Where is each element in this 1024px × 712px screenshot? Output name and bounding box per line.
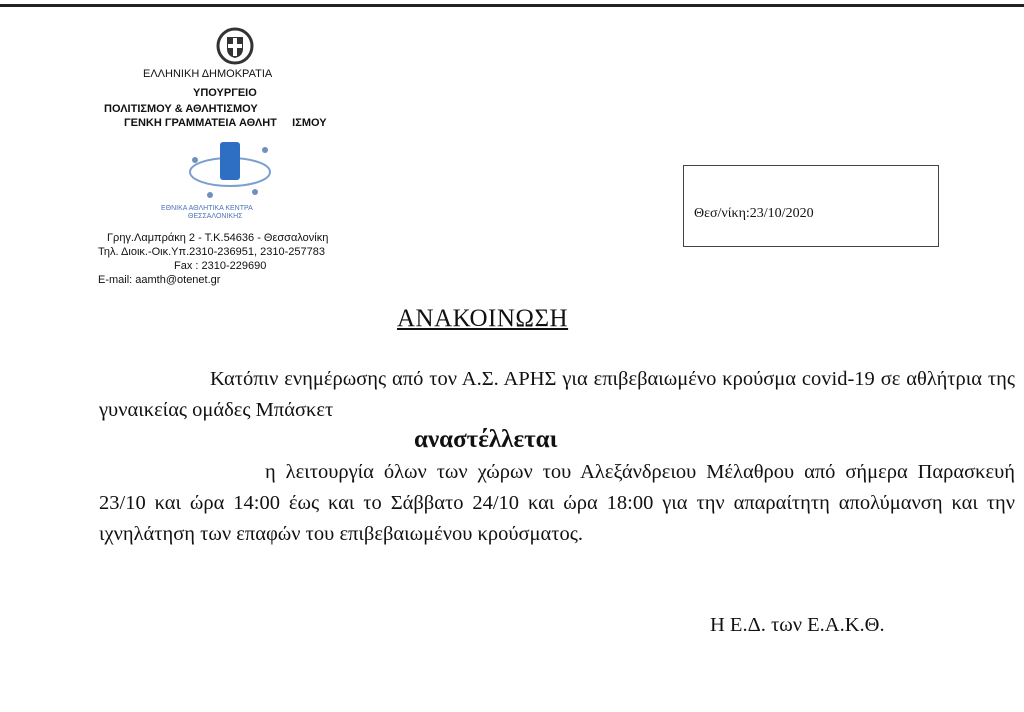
address: Γρηγ.Λαμπράκη 2 - Τ.Κ.54636 - Θεσσαλονίκη [107, 232, 329, 244]
republic-label: ΕΛΛΗΝΙΚΗ ΔΗΜΟΚΡΑΤΙΑ [143, 68, 273, 80]
paragraph-2: η λειτουργία όλων των χώρων του Αλεξάνδρειου Μέλαθρου από σήμερα Παρασκευή 23/10 και ώρα 14:00 έως και το Σάββατο 24/10 και ώρα 18:00 για την απαραίτητη απολύμανση και την ιχνηλάτηση των επαφών του επιβεβαιωμένου κρούσματος. [99, 461, 1015, 545]
paragraph-1: Κατόπιν ενημέρωσης από τον Α.Σ. ΑΡΗΣ για επιβεβαιωμένο κρούσμα covid-19 σε αθλήτρια της γυναικείας ομάδες Μπάσκετ [99, 368, 1015, 421]
secretariat-label: ΓΕΝΚΗ ΓΡΑΜΜΑΤΕΙΑ ΑΘΛΗΤ ΙΣΜΟΥ [124, 117, 327, 129]
ministry-label: ΥΠΟΥΡΓΕΙΟ [193, 87, 257, 99]
top-border [0, 4, 1024, 7]
greek-emblem-icon [216, 27, 254, 65]
document-title: ΑΝΑΚΟΙΝΩΣΗ [397, 305, 569, 332]
signature: Η Ε.Δ. των Ε.Α.Κ.Θ. [710, 614, 885, 636]
emphasis-suspended: αναστέλλεται [414, 426, 558, 453]
date-box [683, 165, 939, 247]
fax: Fax : 2310-229690 [174, 260, 267, 272]
phone: Τηλ. Διοικ.-Οικ.Υπ.2310-236951, 2310-257783 [98, 246, 325, 258]
ministry-name: ΠΟΛΙΤΙΣΜΟΥ & ΑΘΛΗΤΙΣΜΟΥ [104, 103, 258, 115]
email: E-mail: aamth@otenet.gr [98, 274, 221, 286]
logo-text-2: ΘΕΣΣΑΛΟΝΙΚΗΣ [188, 213, 243, 220]
eakth-logo-icon [180, 130, 280, 205]
date: Θεσ/νίκη:23/10/2020 [694, 206, 814, 221]
logo-text-1: ΕΘΝΙΚΑ ΑΘΛΗΤΙΚΑ ΚΕΝΤΡΑ [161, 205, 253, 212]
